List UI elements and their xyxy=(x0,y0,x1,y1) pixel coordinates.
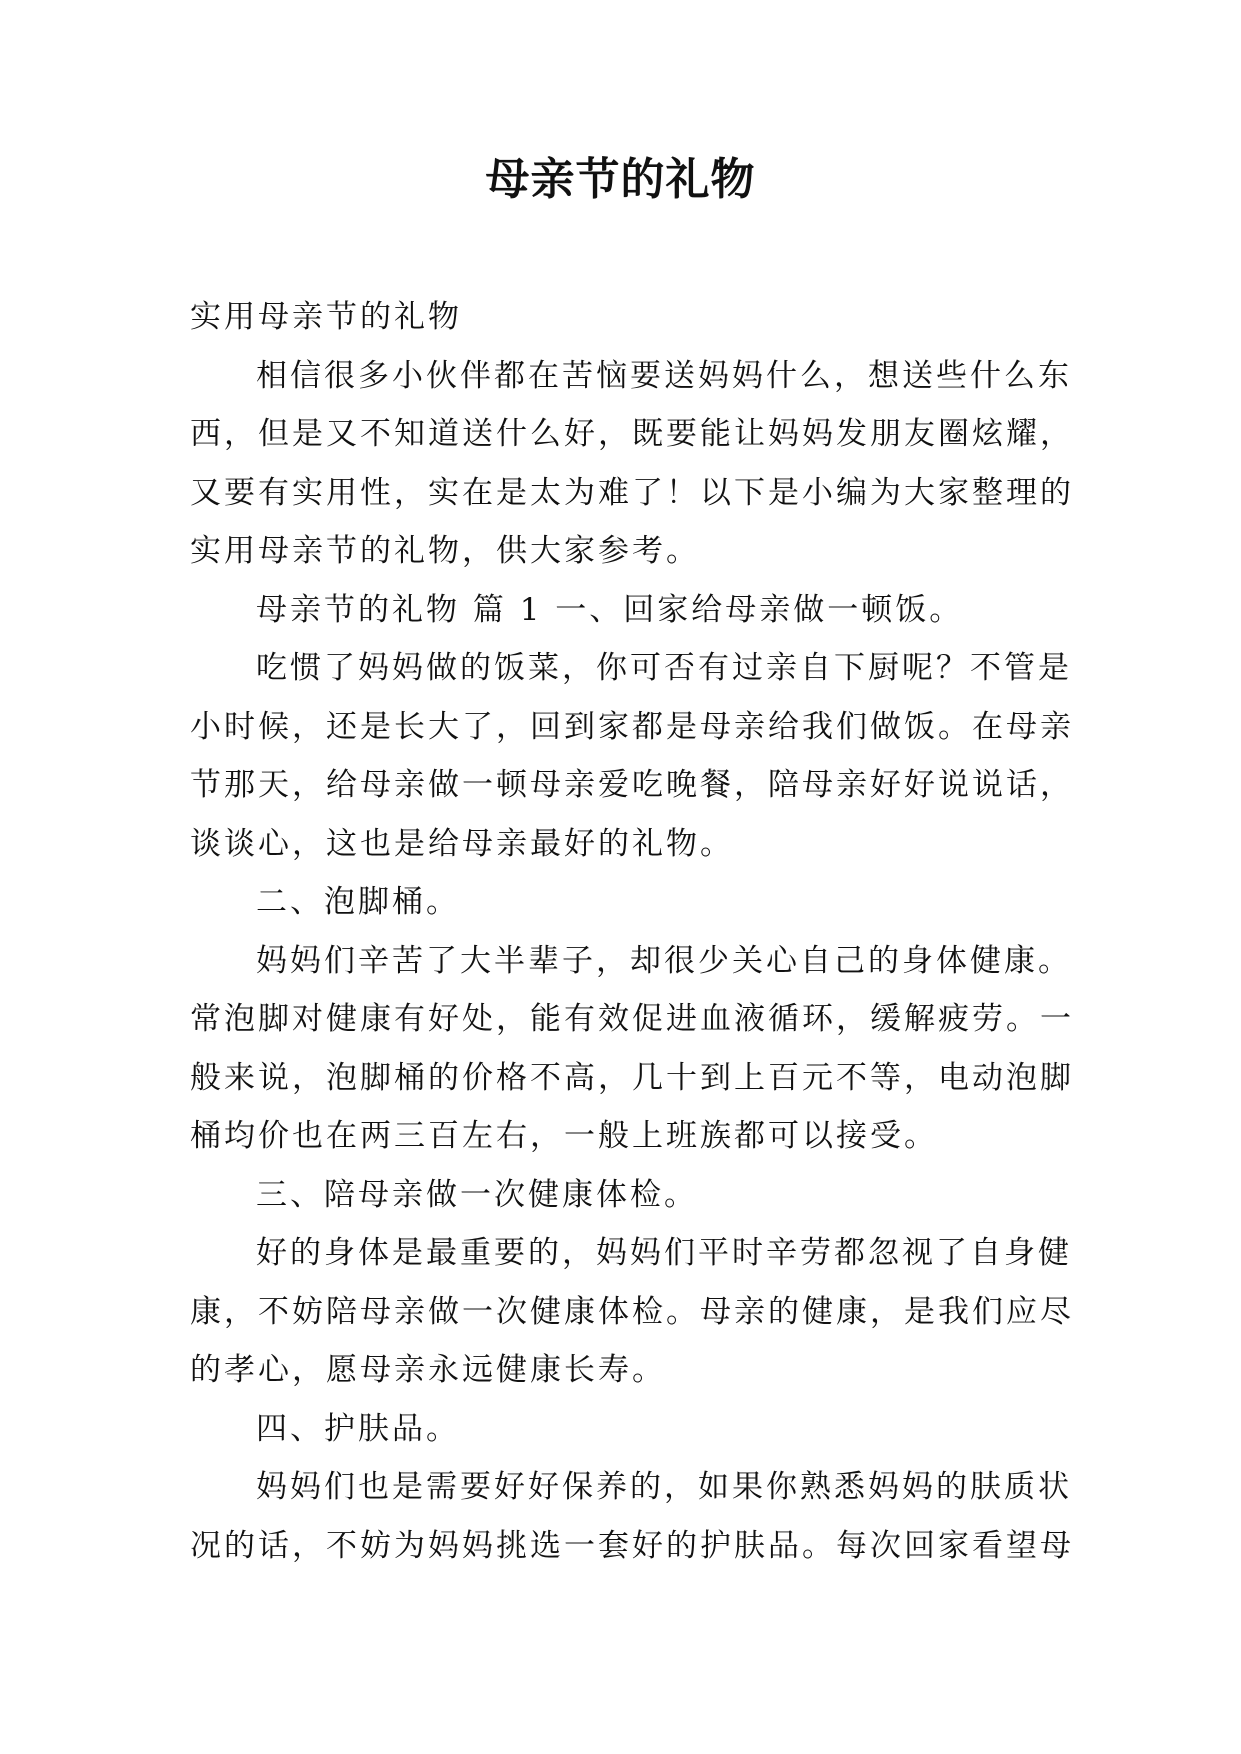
text-line: 康，不妨陪母亲做一次健康体检。母亲的健康，是我们应尽 xyxy=(190,1293,1074,1330)
text-line: 实用母亲节的礼物，供大家参考。 xyxy=(190,533,700,569)
text-line: 吃惯了妈妈做的饭菜，你可否有过亲自下厨呢？不管是 xyxy=(256,650,1072,686)
document-title: 母亲节的礼物 xyxy=(485,154,756,205)
text-line: 四、护肤品。 xyxy=(256,1410,460,1447)
text-line: 三、陪母亲做一次健康体检。 xyxy=(256,1176,698,1213)
text-line: 好的身体是最重要的，妈妈们平时辛劳都忽视了自身健 xyxy=(256,1235,1072,1271)
text-line: 相信很多小伙伴都在苦恼要送妈妈什么，想送些什么东 xyxy=(256,357,1072,394)
text-line: 常泡脚对健康有好处，能有效促进血液循环，缓解疲劳。一 xyxy=(190,1001,1074,1037)
text-line: 西，但是又不知道送什么好，既要能让妈妈发朋友圈炫耀， xyxy=(190,416,1074,452)
document-body xyxy=(190,288,1074,1575)
text-line: 般来说，泡脚桶的价格不高，几十到上百元不等，电动泡脚 xyxy=(190,1059,1074,1096)
text-line: 母亲节的礼物 篇 1 一、回家给母亲做一顿饭。 xyxy=(256,591,964,628)
text-line: 二、泡脚桶。 xyxy=(256,884,460,920)
text-line: 又要有实用性，实在是太为难了！以下是小编为大家整理的 xyxy=(190,474,1074,511)
text-line: 谈谈心，这也是给母亲最好的礼物。 xyxy=(190,825,734,862)
text-line: 妈妈们辛苦了大半辈子，却很少关心自己的身体健康。 xyxy=(256,942,1072,979)
text-line: 小时候，还是长大了，回到家都是母亲给我们做饭。在母亲 xyxy=(190,708,1074,745)
text-line: 桶均价也在两三百左右，一般上班族都可以接受。 xyxy=(190,1118,938,1154)
text-line: 的孝心，愿母亲永远健康长寿。 xyxy=(190,1352,666,1388)
text-line: 况的话，不妨为妈妈挑选一套好的护肤品。每次回家看望母 xyxy=(190,1527,1074,1564)
text-line: 妈妈们也是需要好好保养的，如果你熟悉妈妈的肤质状 xyxy=(256,1469,1072,1505)
text-line: 实用母亲节的礼物 xyxy=(190,299,462,335)
text-line: 节那天，给母亲做一顿母亲爱吃晚餐，陪母亲好好说说话， xyxy=(190,767,1074,803)
